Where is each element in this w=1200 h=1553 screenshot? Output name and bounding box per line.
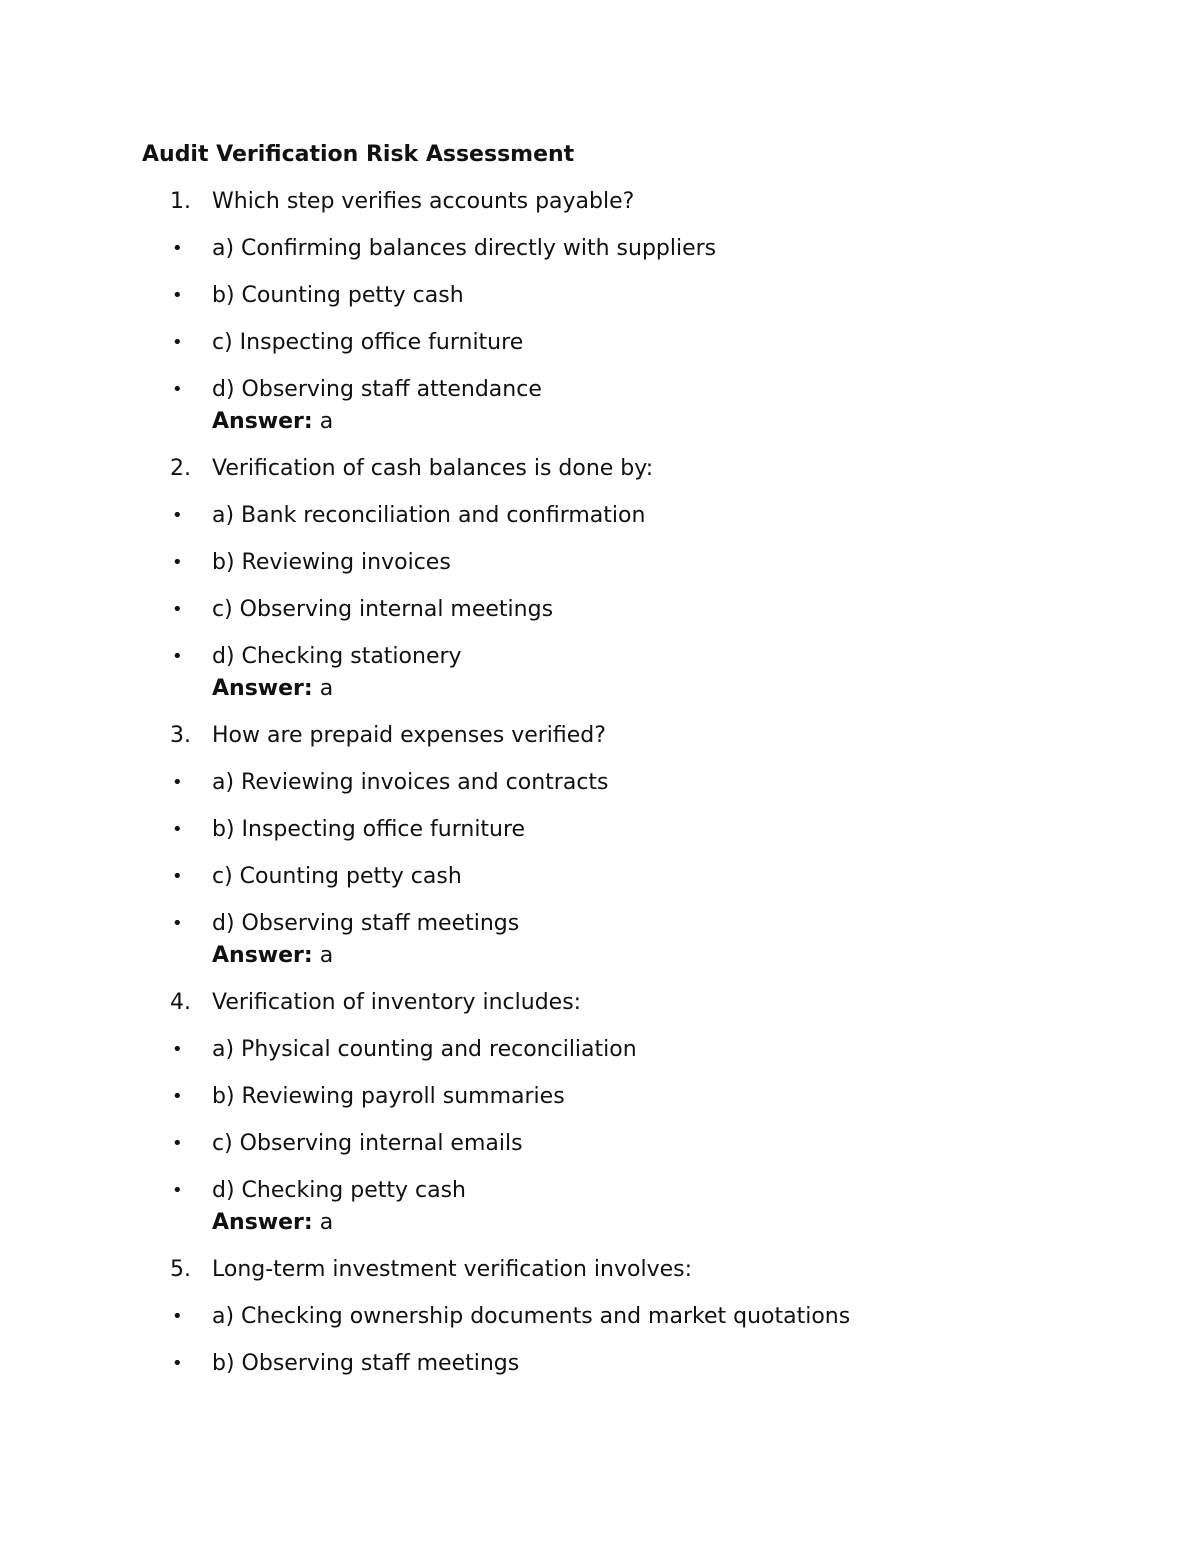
answer-wrapper (212, 941, 333, 971)
answer-value: a (319, 1210, 334, 1235)
option-text: a) Reviewing invoices and contracts (212, 770, 609, 795)
answer-label: Answer: (212, 676, 313, 701)
option-item (142, 815, 1062, 845)
option-text: d) Observing staff meetings (212, 911, 520, 936)
option-text: a) Physical counting and reconciliation (212, 1037, 637, 1062)
option-text: a) Bank reconciliation and confirmation (212, 503, 646, 528)
answer-value: a (319, 943, 334, 968)
answer-wrapper (212, 407, 333, 437)
document-content (142, 140, 1062, 1379)
bullet-icon: • (172, 1306, 183, 1327)
bullet-icon: • (172, 913, 183, 934)
bullet-icon: • (172, 1133, 183, 1154)
option-text: b) Reviewing invoices (212, 550, 451, 575)
option-item (142, 1176, 1062, 1206)
option-item (142, 1349, 1062, 1379)
bullet-icon: • (172, 1353, 183, 1374)
option-text: c) Inspecting office furniture (212, 330, 524, 355)
bullet-icon: • (172, 552, 183, 573)
option-text: d) Checking petty cash (212, 1178, 466, 1203)
answer-line (142, 407, 1062, 437)
option-item (142, 328, 1062, 358)
answer-line (142, 674, 1062, 704)
question-number: 3. (170, 723, 191, 748)
question-text: Verification of cash balances is done by: (212, 456, 654, 481)
option-text: b) Counting petty cash (212, 283, 464, 308)
option-text: d) Checking stationery (212, 644, 462, 669)
option-text: b) Reviewing payroll summaries (212, 1084, 565, 1109)
option-text: a) Checking ownership documents and market quotations (212, 1304, 851, 1329)
question-item (142, 721, 1062, 751)
question-text: Long-term investment verification involves: (212, 1257, 693, 1282)
answer-label: Answer: (212, 1210, 313, 1235)
option-text: c) Observing internal emails (212, 1131, 523, 1156)
document-title: Audit Verification Risk Assessment (142, 142, 575, 167)
option-item (142, 1129, 1062, 1159)
question-item (142, 454, 1062, 484)
answer-line (142, 941, 1062, 971)
question-item (142, 187, 1062, 217)
question-number: 1. (170, 189, 191, 214)
bullet-icon: • (172, 646, 183, 667)
bullet-icon: • (172, 332, 183, 353)
option-item (142, 234, 1062, 264)
option-item (142, 501, 1062, 531)
bullet-icon: • (172, 1086, 183, 1107)
bullet-icon: • (172, 505, 183, 526)
question-number: 4. (170, 990, 191, 1015)
bullet-icon: • (172, 599, 183, 620)
option-text: b) Observing staff meetings (212, 1351, 520, 1376)
option-item (142, 548, 1062, 578)
option-text: d) Observing staff attendance (212, 377, 542, 402)
answer-wrapper (212, 1208, 333, 1238)
bullet-icon: • (172, 1180, 183, 1201)
question-number: 2. (170, 456, 191, 481)
answer-label: Answer: (212, 943, 313, 968)
answer-line (142, 1208, 1062, 1238)
option-text: c) Counting petty cash (212, 864, 462, 889)
question-number: 5. (170, 1257, 191, 1282)
bullet-icon: • (172, 238, 183, 259)
option-item (142, 375, 1062, 405)
option-item (142, 1035, 1062, 1065)
answer-value: a (319, 409, 334, 434)
bullet-icon: • (172, 379, 183, 400)
question-text: How are prepaid expenses verified? (212, 723, 606, 748)
bullet-icon: • (172, 285, 183, 306)
bullet-icon: • (172, 866, 183, 887)
question-item (142, 988, 1062, 1018)
question-item (142, 1255, 1062, 1285)
option-item (142, 1302, 1062, 1332)
question-list (142, 187, 1062, 1379)
option-item (142, 281, 1062, 311)
option-item (142, 1082, 1062, 1112)
option-item (142, 595, 1062, 625)
option-item (142, 862, 1062, 892)
option-text: b) Inspecting office furniture (212, 817, 526, 842)
answer-value: a (319, 676, 334, 701)
question-text: Which step verifies accounts payable? (212, 189, 635, 214)
option-item (142, 909, 1062, 939)
option-text: c) Observing internal meetings (212, 597, 554, 622)
answer-wrapper (212, 674, 333, 704)
bullet-icon: • (172, 1039, 183, 1060)
option-item (142, 768, 1062, 798)
bullet-icon: • (172, 772, 183, 793)
option-item (142, 642, 1062, 672)
bullet-icon: • (172, 819, 183, 840)
question-text: Verification of inventory includes: (212, 990, 582, 1015)
option-text: a) Confirming balances directly with suppliers (212, 236, 717, 261)
answer-label: Answer: (212, 409, 313, 434)
